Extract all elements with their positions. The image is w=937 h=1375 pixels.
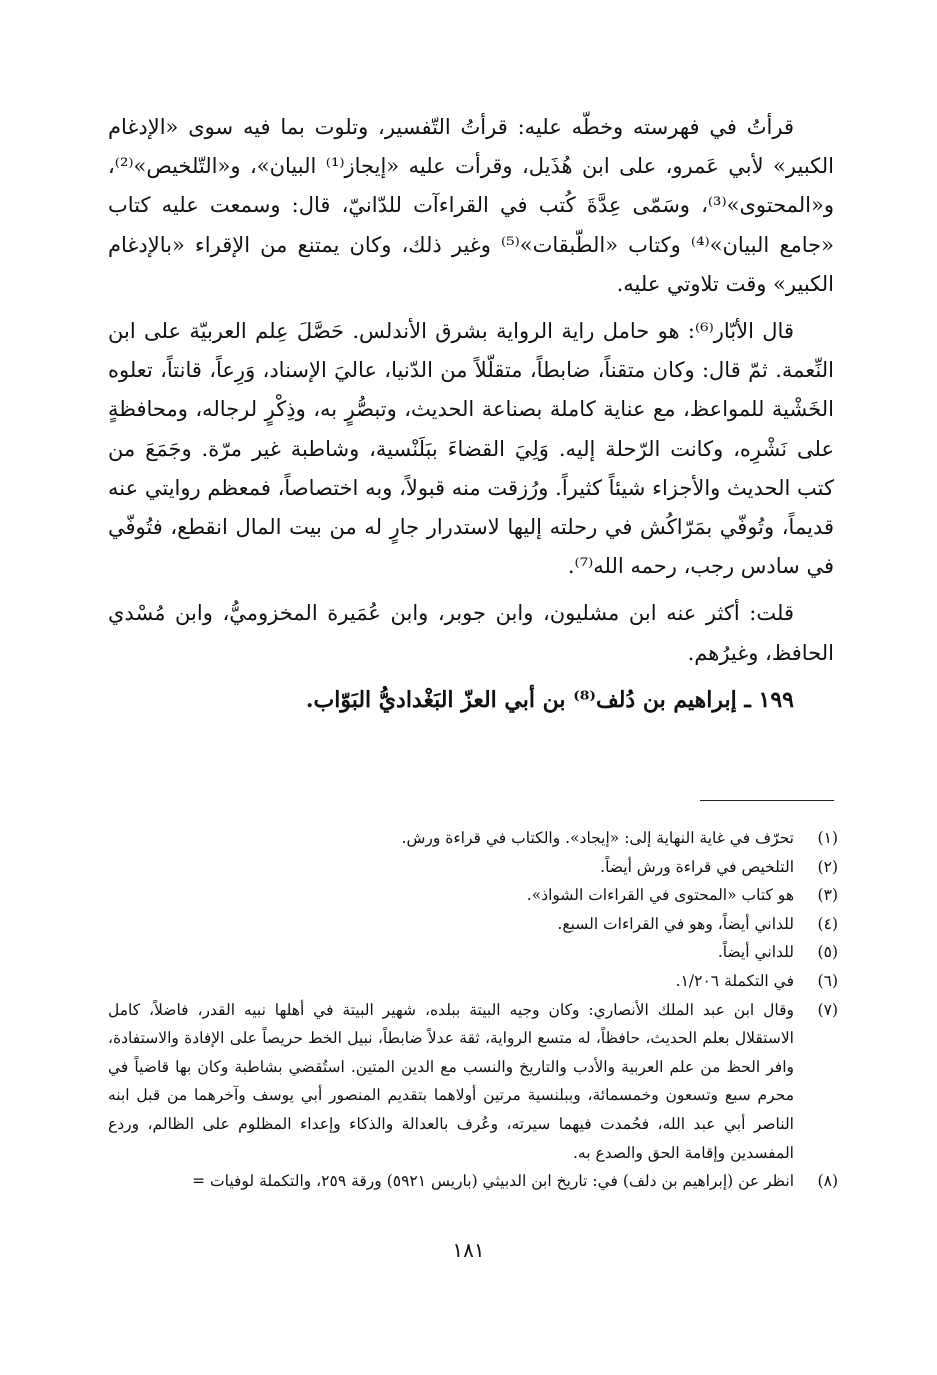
footnote <box>108 824 838 853</box>
footnote <box>108 881 838 910</box>
footnote <box>108 910 838 939</box>
page-number: ١٨١ <box>452 1238 485 1262</box>
footnote-number: (٤) <box>817 914 838 933</box>
footnote <box>108 996 838 1168</box>
footnote-number: (٢) <box>817 857 838 876</box>
footnote-number: (٥) <box>817 943 838 962</box>
entry-heading: ١٩٩ ـ إبراهيم بن دُلف⁽⁸⁾ بن أبي العزّ البَغْداديُّ البَوّاب. <box>305 686 794 713</box>
footnote-text: هو كتاب «المحتوى في القراءات الشواذ». <box>526 886 794 905</box>
footnote-text: تحرّف في غاية النهاية إلى: «إيجاد». والكتاب في قراءة ورش. <box>401 829 794 847</box>
footnote-text: وقال ابن عبد الملك الأنصاري: وكان وجيه البيتة ببلده، شهير البيتة في أهلها نبيه القدر، فاضلاً، كامل الاستقلال بعلم الحديث، حافظاً، له متسع الرواية، ثقة عدلاً ضابطاً، نبيل الخط حريصاً على الإفادة والاستفادة، وافر الحظ من علم العربية والأدب والتاريخ والنسب مع الدين المتين. استُقضي بشاطبة وكان بها قاضياً في محرم سبع وتسعون وخمسمائة، وببلنسية مرتين أولاهما بتقديم المنصور أبي يوسف وآخرهما من قبل ابنه الناصر أبي عبد الله، فحُمدت فيهما سيرته، وعُرف بالعدالة والذكاء وإعداء المظلوم على الظالم، وردع المفسدين وإقامة الحق والصدع به. <box>108 1000 794 1162</box>
footnote-text: التلخيص في قراءة ورش أيضاً. <box>600 857 794 876</box>
footnote-text: انظر عن (إبراهيم بن دلف) في: تاريخ ابن الدبيثي (باريس ٥٩٢١) ورقة ٢٥٩، والتكملة لوفيات = <box>192 1172 794 1191</box>
footnote-separator <box>700 800 834 801</box>
footnote-text: في التكملة ١/٢٠٦. <box>675 971 794 990</box>
footnote-text: للداني أيضاً، وهو في القراءات السبع. <box>557 914 794 933</box>
paragraph-3: قلت: أكثر عنه ابن مشليون، وابن جوبر، وابن عُمَيرة المخزوميُّ، وابن مُسْدي الحافظ، وغيرُهم. <box>108 601 834 665</box>
footnote <box>108 967 838 996</box>
footnotes <box>108 824 838 1196</box>
main-text <box>108 108 834 728</box>
footnote-number: (٦) <box>817 971 838 990</box>
footnote-number: (٨) <box>817 1172 838 1191</box>
footnote <box>108 938 838 967</box>
footnote <box>108 853 838 882</box>
footnote-number: (٣) <box>817 886 838 905</box>
paragraph-2: قال الأبّار⁽⁶⁾: هو حامل راية الرواية بشرق الأندلس. حَصَّلَ عِلم العربيّة على ابن النِّعمة. ثمّ قال: وكان متقناً، ضابطاً، متقلّلاً من الدّنيا، عاليَ الإسناد، وَرِعاً، قانتاً، تعلوه الخَشْية للمواعظ، مع عناية كاملة بصناعة الحديث، وتبصُّرٍ به، وذِكْرٍ لرجاله، ومحافظةٍ على نَشْرِه، وكانت الرّحلة إليه. وَلِيَ القضاءَ ببَلَنْسية، وشاطبة غير مرّة. وجَمَعَ من كتب الحديث والأجزاء شيئاً كثيراً. ورُزقت منه قبولاً، وبه اختصاصاً، فمعظم روايتي عنه قديماً، وتُوفّي بمَرّاكُش في رحلته إليها لاستدرار جارٍ له من بيت المال انقطع، فتُوفّي في سادس رجب، رحمه الله⁽⁷⁾. <box>108 319 834 579</box>
paragraph-1: قرأتُ في فهرسته وخطّه عليه: قرأتُ التّفسير، وتلوت بما فيه سوى «الإدغام الكبير» لأبي عَمرو، على ابن هُذَيل، وقرأت عليه «إيجاز⁽¹⁾ البيان»، و«التّلخيص»⁽²⁾، و«المحتوى»⁽³⁾، وسَمّى عِدَّةَ كُتب في القراءآت للدّانيّ، قال: وسمعت عليه كتاب «جامع البيان»⁽⁴⁾ وكتاب «الطّبقات»⁽⁵⁾ وغير ذلك، وكان يمتنع من الإقراء «بالإدغام الكبير» وقت تلاوتي عليه. <box>108 115 834 296</box>
footnote <box>108 1167 838 1196</box>
footnote-text: للداني أيضاً. <box>717 943 794 962</box>
footnote-number: (٧) <box>817 1000 838 1019</box>
footnote-number: (١) <box>817 829 838 847</box>
